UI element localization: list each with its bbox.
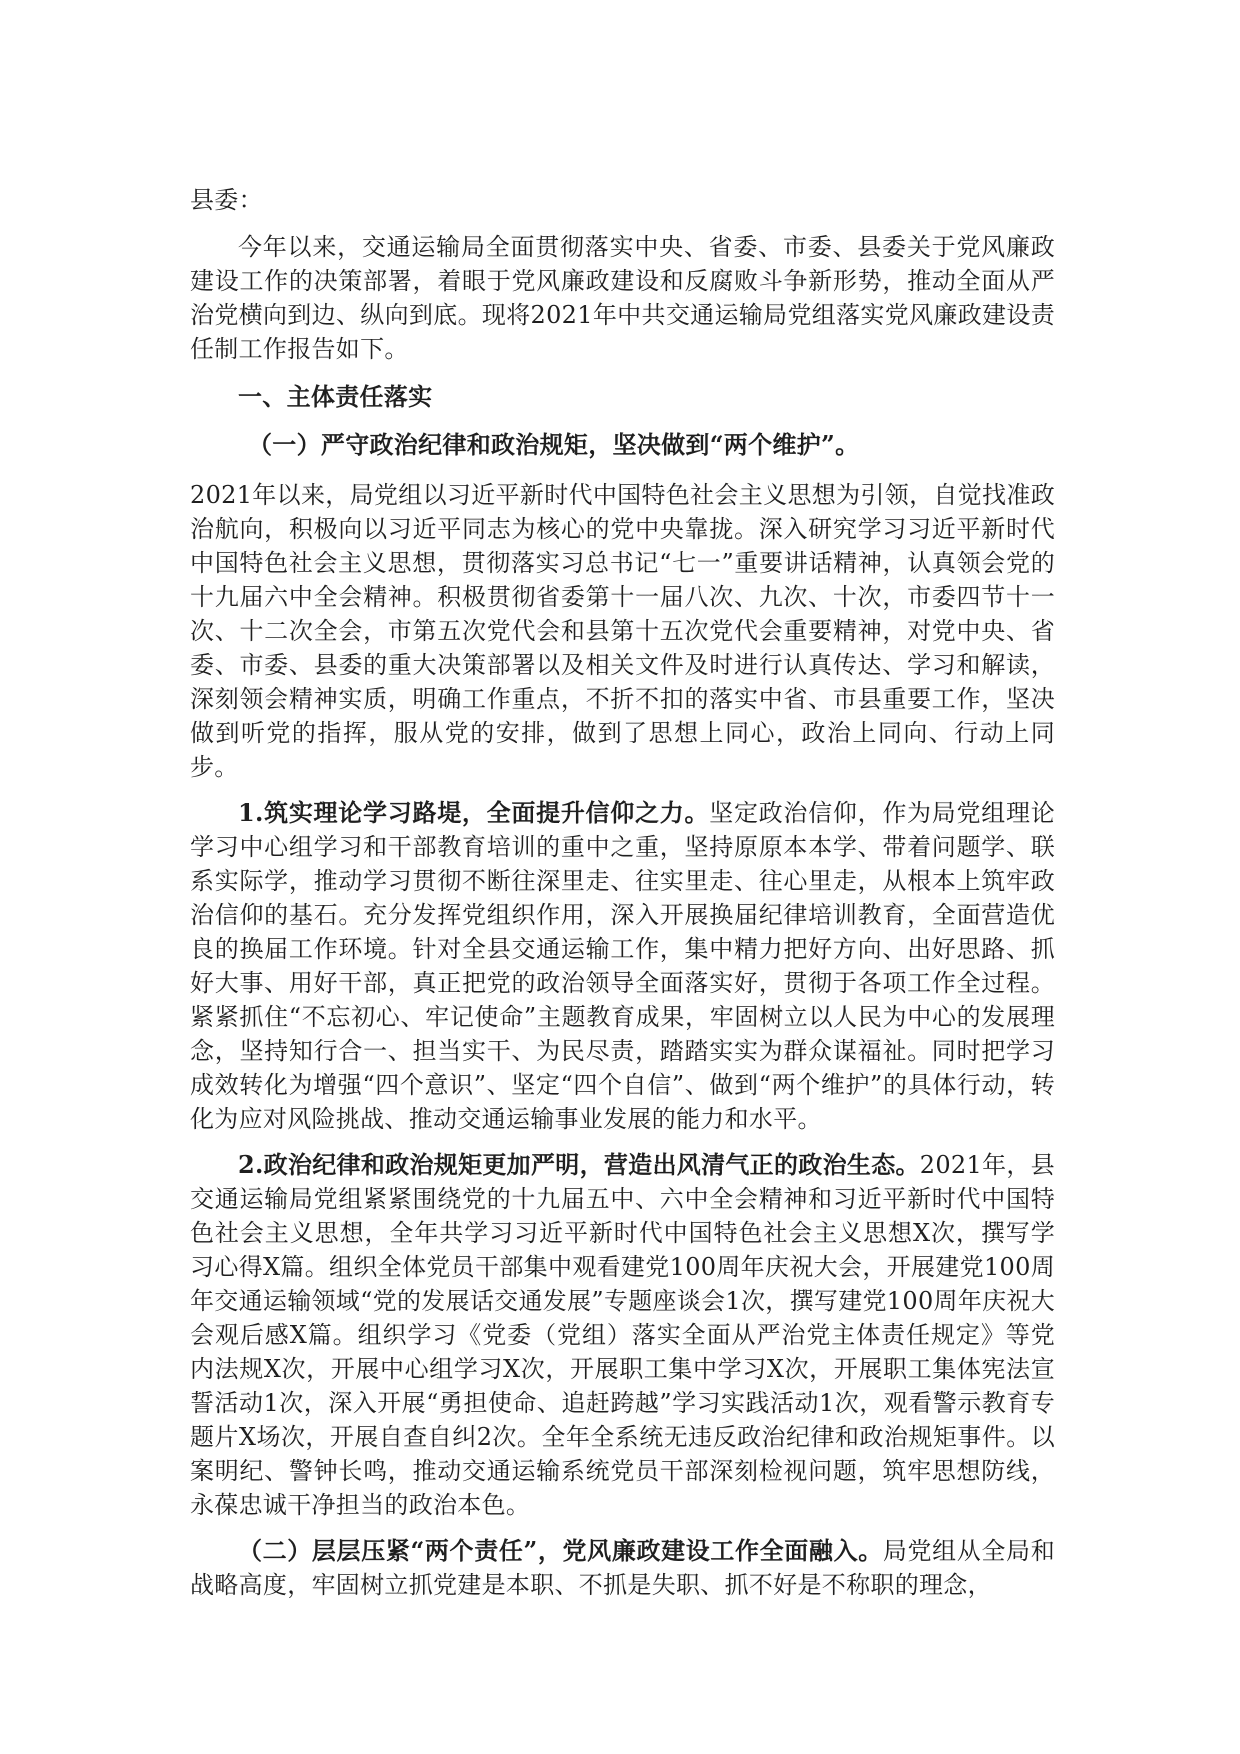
numbered-paragraph-1 xyxy=(190,796,1055,1136)
subsection-heading: （一）严守政治纪律和政治规矩，坚决做到“两个维护”。 xyxy=(248,430,860,459)
paragraph-lead: 2.政治纪律和政治规矩更加严明，营造出风清气正的政治生态。 xyxy=(238,1150,920,1179)
subsection-paragraph-2 xyxy=(190,1534,1055,1602)
numbered-paragraph-2 xyxy=(190,1148,1055,1522)
paragraph-body: 2021年，县交通运输局党组紧紧围绕党的十九届五中、六中全会精神和习近平新时代中国特色社会主义思想，全年共学习习近平新时代中国特色社会主义思想X次，撰写学习心得X篇。组织全体党员干部集中观看建党100周年庆祝大会，开展建党100周年交通运输领域“党的发展话交通发展”专题座谈会1次，撰写建党100周年庆祝大会观后感X篇。组织学习《党委（党组）落实全面从严治党主体责任规定》等党内法规X次，开展中心组学习X次，开展职工集中学习X次，开展职工集体宪法宣誓活动1次，深入开展“勇担使命、追赶跨越”学习实践活动1次，观看警示教育专题片X场次，开展自查自纠2次。全年全系统无违反政治纪律和政治规矩事件。以案明纪、警钟长鸣，推动交通运输系统党员干部深刻检视问题，筑牢思想防线，永葆忠诚干净担当的政治本色。 xyxy=(190,1151,1056,1519)
section-heading: 一、主体责任落实 xyxy=(238,382,433,411)
paragraph-body: 局党组从全局和战略高度，牢固树立抓党建是本职、不抓是失职、抓不好是不称职的理念， xyxy=(190,1537,1055,1599)
body-paragraph: 2021年以来，局党组以习近平新时代中国特色社会主义思想为引领，自觉找准政治航向，积极向以习近平同志为核心的党中央靠拢。深入研究学习习近平新时代中国特色社会主义思想，贯彻落实习总书记“七一”重要讲话精神，认真领会党的十九届六中全会精神。积极贯彻省委第十一届八次、九次、十次，市委四节十一次、十二次全会，市第五次党代会和县第十五次党代会重要精神，对党中央、省委、市委、县委的重大决策部署以及相关文件及时进行认真传达、学习和解读，深刻领会精神实质，明确工作重点，不折不扣的落实中省、市县重要工作，坚决做到听党的指挥，服从党的安排，做到了思想上同心，政治上同向、行动上同步。 xyxy=(190,481,1055,781)
subsection-heading: （二）层层压紧“两个责任”，党风廉政建设工作全面融入。 xyxy=(238,1536,883,1565)
paragraph-body: 坚定政治信仰，作为局党组理论学习中心组学习和干部教育培训的重中之重，坚持原原本本学、带着问题学、联系实际学，推动学习贯彻不断往深里走、往实里走、往心里走，从根本上筑牢政治信仰的基石。充分发挥党组织作用，深入开展换届纪律培训教育，全面营造优良的换届工作环境。针对全县交通运输工作，集中精力把好方向、出好思路、抓好大事、用好干部，真正把党的政治领导全面落实好，贯彻于各项工作全过程。紧紧抓住“不忘初心、牢记使命”主题教育成果，牢固树立以人民为中心的发展理念，坚持知行合一、担当实干、为民尽责，踏踏实实为群众谋福祉。同时把学习成效转化为增强“四个意识”、坚定“四个自信”、做到“两个维护”的具体行动，转化为应对风险挑战、推动交通运输事业发展的能力和水平。 xyxy=(190,799,1055,1133)
salutation: 县委： xyxy=(190,186,263,214)
intro-paragraph: 今年以来，交通运输局全面贯彻落实中央、省委、市委、县委关于党风廉政建设工作的决策部署，着眼于党风廉政建设和反腐败斗争新形势，推动全面从严治党横向到边、纵向到底。现将2021年中共交通运输局党组落实党风廉政建设责任制工作报告如下。 xyxy=(190,233,1055,363)
paragraph-lead: 1.筑实理论学习路堤，全面提升信仰之力。 xyxy=(238,798,710,827)
